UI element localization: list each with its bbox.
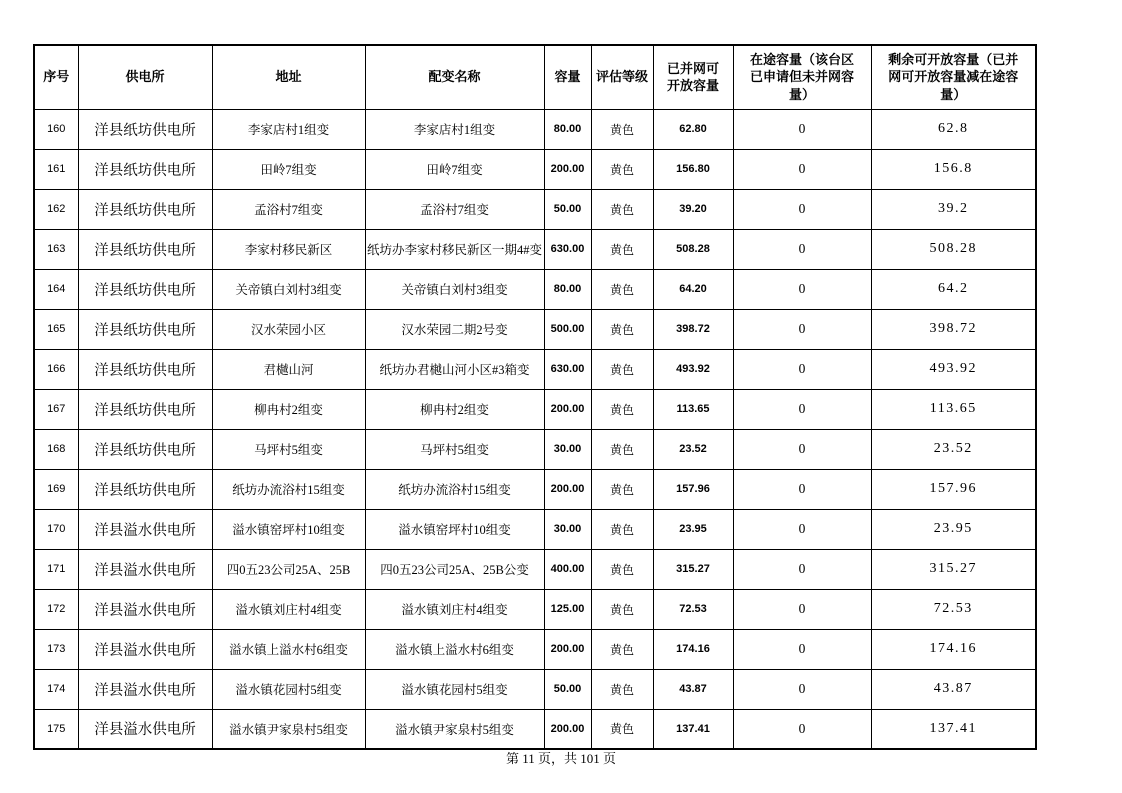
table-row: [34, 589, 1036, 629]
cell-remain: 72.53: [871, 589, 1036, 629]
cell-tname: 李家店村1组变: [365, 109, 544, 149]
cell-transit: 0: [733, 429, 871, 469]
col-header-station: 供电所: [78, 45, 212, 109]
cell-station: 洋县纸坊供电所: [78, 389, 212, 429]
cell-tname: 纸坊办李家村移民新区一期4#变: [365, 229, 544, 269]
cell-transit: 0: [733, 349, 871, 389]
cell-grid: 157.96: [653, 469, 733, 509]
capacity-table: [33, 44, 1037, 750]
cell-cap: 30.00: [544, 509, 591, 549]
cell-transit: 0: [733, 469, 871, 509]
cell-level: 黄色: [591, 349, 653, 389]
cell-cap: 200.00: [544, 629, 591, 669]
col-header-seq: 序号: [34, 45, 78, 109]
table-row: [34, 149, 1036, 189]
cell-tname: 溢水镇上溢水村6组变: [365, 629, 544, 669]
cell-station: 洋县纸坊供电所: [78, 229, 212, 269]
cell-seq: 168: [34, 429, 78, 469]
header-row: [34, 45, 1036, 109]
cell-tname: 溢水镇窑坪村10组变: [365, 509, 544, 549]
cell-seq: 165: [34, 309, 78, 349]
cell-level: 黄色: [591, 229, 653, 269]
cell-tname: 纸坊办君樾山河小区#3箱变: [365, 349, 544, 389]
cell-cap: 200.00: [544, 149, 591, 189]
cell-station: 洋县纸坊供电所: [78, 149, 212, 189]
cell-level: 黄色: [591, 589, 653, 629]
cell-remain: 508.28: [871, 229, 1036, 269]
cell-cap: 50.00: [544, 669, 591, 709]
cell-remain: 174.16: [871, 629, 1036, 669]
cell-level: 黄色: [591, 189, 653, 229]
cell-seq: 164: [34, 269, 78, 309]
cell-tname: 田岭7组变: [365, 149, 544, 189]
col-header-remain: 剩余可开放容量（已并网可开放容量减在途容量）: [871, 45, 1036, 109]
cell-tname: 四0五23公司25A、25B公变: [365, 549, 544, 589]
cell-grid: 398.72: [653, 309, 733, 349]
cell-remain: 157.96: [871, 469, 1036, 509]
cell-addr: 汉水荣园小区: [212, 309, 365, 349]
cell-tname: 纸坊办流浴村15组变: [365, 469, 544, 509]
cell-level: 黄色: [591, 709, 653, 749]
cell-tname: 孟浴村7组变: [365, 189, 544, 229]
cell-station: 洋县纸坊供电所: [78, 309, 212, 349]
cell-addr: 四0五23公司25A、25B: [212, 549, 365, 589]
cell-transit: 0: [733, 509, 871, 549]
table-row: [34, 429, 1036, 469]
cell-addr: 溢水镇刘庄村4组变: [212, 589, 365, 629]
table-row: [34, 389, 1036, 429]
cell-grid: 62.80: [653, 109, 733, 149]
cell-transit: 0: [733, 549, 871, 589]
cell-cap: 630.00: [544, 349, 591, 389]
col-header-tname: 配变名称: [365, 45, 544, 109]
cell-tname: 柳冉村2组变: [365, 389, 544, 429]
cell-transit: 0: [733, 269, 871, 309]
cell-station: 洋县纸坊供电所: [78, 109, 212, 149]
table-row: [34, 509, 1036, 549]
cell-level: 黄色: [591, 389, 653, 429]
cell-level: 黄色: [591, 509, 653, 549]
cell-transit: 0: [733, 109, 871, 149]
page-footer: 第 11 页，共 101 页: [505, 751, 617, 766]
col-header-grid: 已并网可开放容量: [653, 45, 733, 109]
cell-addr: 君樾山河: [212, 349, 365, 389]
table-row: [34, 189, 1036, 229]
cell-grid: 315.27: [653, 549, 733, 589]
table-row: [34, 629, 1036, 669]
cell-transit: 0: [733, 229, 871, 269]
cell-grid: 43.87: [653, 669, 733, 709]
cell-addr: 关帝镇白刘村3组变: [212, 269, 365, 309]
cell-level: 黄色: [591, 629, 653, 669]
cell-seq: 162: [34, 189, 78, 229]
cell-addr: 田岭7组变: [212, 149, 365, 189]
table-row: [34, 669, 1036, 709]
cell-addr: 李家店村1组变: [212, 109, 365, 149]
cell-tname: 溢水镇尹家泉村5组变: [365, 709, 544, 749]
cell-addr: 孟浴村7组变: [212, 189, 365, 229]
cell-cap: 630.00: [544, 229, 591, 269]
cell-station: 洋县纸坊供电所: [78, 469, 212, 509]
cell-seq: 172: [34, 589, 78, 629]
cell-cap: 125.00: [544, 589, 591, 629]
cell-tname: 关帝镇白刘村3组变: [365, 269, 544, 309]
cell-level: 黄色: [591, 109, 653, 149]
cell-remain: 156.8: [871, 149, 1036, 189]
cell-grid: 113.65: [653, 389, 733, 429]
cell-remain: 43.87: [871, 669, 1036, 709]
col-header-addr: 地址: [212, 45, 365, 109]
cell-station: 洋县溢水供电所: [78, 549, 212, 589]
cell-grid: 137.41: [653, 709, 733, 749]
cell-station: 洋县溢水供电所: [78, 629, 212, 669]
cell-transit: 0: [733, 629, 871, 669]
cell-transit: 0: [733, 189, 871, 229]
cell-seq: 175: [34, 709, 78, 749]
cell-station: 洋县纸坊供电所: [78, 189, 212, 229]
cell-transit: 0: [733, 309, 871, 349]
table-row: [34, 349, 1036, 389]
cell-seq: 166: [34, 349, 78, 389]
cell-transit: 0: [733, 149, 871, 189]
cell-cap: 80.00: [544, 109, 591, 149]
cell-level: 黄色: [591, 469, 653, 509]
col-header-transit: 在途容量（该台区已申请但未并网容量）: [733, 45, 871, 109]
cell-grid: 72.53: [653, 589, 733, 629]
cell-seq: 169: [34, 469, 78, 509]
cell-remain: 113.65: [871, 389, 1036, 429]
cell-station: 洋县纸坊供电所: [78, 269, 212, 309]
cell-seq: 171: [34, 549, 78, 589]
cell-seq: 173: [34, 629, 78, 669]
cell-cap: 500.00: [544, 309, 591, 349]
cell-remain: 39.2: [871, 189, 1036, 229]
cell-cap: 200.00: [544, 469, 591, 509]
cell-cap: 80.00: [544, 269, 591, 309]
cell-addr: 溢水镇上溢水村6组变: [212, 629, 365, 669]
cell-grid: 23.52: [653, 429, 733, 469]
cell-tname: 汉水荣园二期2号变: [365, 309, 544, 349]
cell-addr: 柳冉村2组变: [212, 389, 365, 429]
cell-transit: 0: [733, 669, 871, 709]
table-row: [34, 269, 1036, 309]
table-row: [34, 469, 1036, 509]
table-row: [34, 709, 1036, 749]
cell-remain: 23.52: [871, 429, 1036, 469]
cell-seq: 160: [34, 109, 78, 149]
col-header-cap: 容量: [544, 45, 591, 109]
cell-transit: 0: [733, 709, 871, 749]
cell-cap: 50.00: [544, 189, 591, 229]
cell-grid: 39.20: [653, 189, 733, 229]
cell-cap: 200.00: [544, 709, 591, 749]
cell-station: 洋县溢水供电所: [78, 589, 212, 629]
cell-addr: 溢水镇窑坪村10组变: [212, 509, 365, 549]
cell-addr: 马坪村5组变: [212, 429, 365, 469]
cell-addr: 李家村移民新区: [212, 229, 365, 269]
cell-level: 黄色: [591, 669, 653, 709]
cell-seq: 170: [34, 509, 78, 549]
cell-remain: 315.27: [871, 549, 1036, 589]
cell-addr: 溢水镇尹家泉村5组变: [212, 709, 365, 749]
cell-level: 黄色: [591, 309, 653, 349]
cell-station: 洋县溢水供电所: [78, 509, 212, 549]
cell-remain: 398.72: [871, 309, 1036, 349]
cell-grid: 156.80: [653, 149, 733, 189]
cell-cap: 30.00: [544, 429, 591, 469]
cell-grid: 174.16: [653, 629, 733, 669]
cell-remain: 23.95: [871, 509, 1036, 549]
table-row: [34, 549, 1036, 589]
table-body: [34, 109, 1036, 749]
table-row: [34, 229, 1036, 269]
cell-station: 洋县溢水供电所: [78, 709, 212, 749]
cell-level: 黄色: [591, 429, 653, 469]
cell-grid: 508.28: [653, 229, 733, 269]
cell-seq: 167: [34, 389, 78, 429]
cell-level: 黄色: [591, 149, 653, 189]
table-row: [34, 309, 1036, 349]
cell-tname: 马坪村5组变: [365, 429, 544, 469]
cell-cap: 200.00: [544, 389, 591, 429]
cell-station: 洋县溢水供电所: [78, 669, 212, 709]
cell-station: 洋县纸坊供电所: [78, 429, 212, 469]
cell-remain: 64.2: [871, 269, 1036, 309]
cell-seq: 174: [34, 669, 78, 709]
cell-tname: 溢水镇刘庄村4组变: [365, 589, 544, 629]
cell-seq: 161: [34, 149, 78, 189]
col-header-level: 评估等级: [591, 45, 653, 109]
cell-cap: 400.00: [544, 549, 591, 589]
cell-seq: 163: [34, 229, 78, 269]
cell-transit: 0: [733, 589, 871, 629]
cell-level: 黄色: [591, 549, 653, 589]
cell-transit: 0: [733, 389, 871, 429]
cell-addr: 溢水镇花园村5组变: [212, 669, 365, 709]
cell-grid: 493.92: [653, 349, 733, 389]
cell-station: 洋县纸坊供电所: [78, 349, 212, 389]
cell-remain: 137.41: [871, 709, 1036, 749]
cell-remain: 493.92: [871, 349, 1036, 389]
cell-addr: 纸坊办流浴村15组变: [212, 469, 365, 509]
cell-grid: 23.95: [653, 509, 733, 549]
cell-grid: 64.20: [653, 269, 733, 309]
cell-remain: 62.8: [871, 109, 1036, 149]
cell-tname: 溢水镇花园村5组变: [365, 669, 544, 709]
cell-level: 黄色: [591, 269, 653, 309]
table-row: [34, 109, 1036, 149]
